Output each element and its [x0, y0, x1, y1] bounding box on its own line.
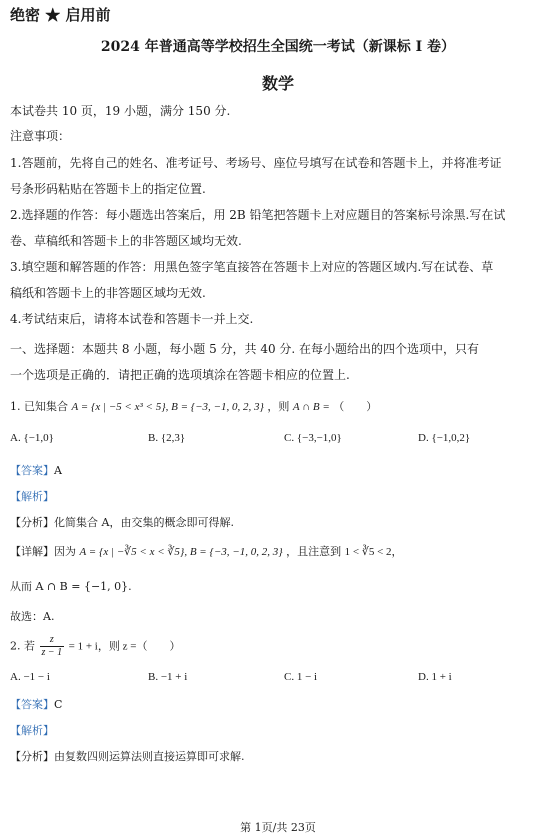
answer-tag: 【答案】	[10, 464, 54, 477]
xiangjie-math: A = {x | −∛5 < x < ∛5}, B = {−3, −1, 0, 2, 3}	[79, 546, 283, 558]
question-1-option-c: C. {−3,−1,0}	[284, 432, 342, 444]
answer-value: C	[54, 698, 63, 711]
question-1-stem	[10, 398, 377, 414]
subject-title: 数学	[261, 74, 294, 93]
question-1-fenxi	[10, 514, 234, 530]
fenxi-text: 化简集合 A，由交集的概念即可得解.	[54, 516, 234, 529]
fraction-denominator: z − 1	[41, 647, 63, 658]
page-number: 第 1页/共 23页	[240, 821, 316, 834]
question-1-xiangjie	[10, 543, 403, 559]
question-2-option-d: D. 1 + i	[418, 671, 452, 683]
question-2-option-b: B. −1 + i	[148, 671, 188, 683]
notice-2-line-2: 卷、草稿纸和答题卡上的非答题区域均无效.	[10, 234, 242, 248]
xiangjie-tag: 【详解】	[10, 545, 54, 558]
question-1-option-b: B. {2,3}	[148, 432, 186, 444]
notice-1-line-2: 号条形码粘贴在答题卡上的指定位置.	[10, 182, 206, 196]
notice-3-line-2: 稿纸和答题卡上的非答题区域均无效.	[10, 286, 206, 300]
question-2-option-a: A. −1 − i	[10, 671, 50, 683]
answer-tag: 【答案】	[10, 698, 54, 711]
question-2-fraction	[40, 634, 65, 659]
section1-line-1: 一、选择题：本题共 8 小题，每小题 5 分，共 40 分. 在每小题给出的四个选项中，只有	[10, 342, 480, 356]
notice-2-line-1: 2.选择题的作答：每小题选出答案后，用 2B 铅笔把答题卡上对应题目的答案标号涂黑.写在试	[10, 208, 506, 222]
question-2-stem	[10, 634, 180, 659]
exam-summary: 本试卷共 10 页，19 小题，满分 150 分.	[10, 104, 231, 118]
xiangjie-ineq: 1 < ∛5 < 2	[344, 546, 392, 558]
fenxi-tag: 【分析】	[10, 750, 54, 763]
question-2-option-c: C. 1 − i	[284, 671, 318, 683]
question-1-mid: ，则	[267, 400, 290, 413]
xiangjie-mid: ，且注意到	[286, 545, 342, 558]
fenxi-text: 由复数四则运算法则直接运算即可求解.	[54, 750, 245, 763]
question-1-option-a: A. {−1,0}	[10, 432, 54, 444]
notice-3-line-1: 3.填空题和解答题的作答：用黑色签字笔直接答在答题卡上对应的答题区域内.写在试卷、草	[10, 260, 494, 274]
question-2-prefix: 2. 若	[10, 639, 35, 653]
confidential-mark: 绝密 ★ 启用前	[10, 6, 111, 24]
analysis-tag: 【解析】	[10, 724, 54, 737]
xiangjie-pre: 因为	[54, 545, 76, 558]
exam-title: 2024 年普通高等学校招生全国统一考试（新课标 I 卷）	[100, 39, 456, 55]
question-2-rhs: = 1 + i，则 z =（ ）	[68, 640, 181, 653]
question-2-fenxi	[10, 748, 245, 764]
question-1-blank: （ ）	[333, 400, 378, 413]
fraction-numerator: z	[40, 634, 65, 647]
answer-value: A	[54, 464, 62, 477]
fenxi-tag: 【分析】	[10, 516, 54, 529]
analysis-tag: 【解析】	[10, 490, 54, 503]
notice-heading: 注意事项：	[10, 129, 71, 143]
question-1-conclusion: 从而 A ∩ B = {−1, 0}.	[10, 580, 132, 593]
question-1-expr: A ∩ B =	[292, 401, 330, 413]
notice-1-line-1: 1.答题前，先将自己的姓名、准考证号、考场号、座位号填写在试卷和答题卡上，并将准考证	[10, 156, 502, 170]
notice-4-line-1: 4.考试结束后，请将本试卷和答题卡一并上交.	[10, 312, 254, 326]
question-1-prefix: 1. 已知集合	[10, 400, 68, 413]
question-1-choice: 故选：A.	[10, 610, 55, 623]
question-2-answer	[10, 696, 62, 712]
xiangjie-end: ，	[391, 545, 403, 558]
section1-line-2: 一个选项是正确的．请把正确的选项填涂在答题卡相应的位置上.	[10, 368, 350, 382]
question-1-answer	[10, 462, 62, 478]
question-1-sets: A = {x | −5 < x³ < 5}, B = {−3, −1, 0, 2, 3}	[71, 401, 264, 413]
question-1-option-d: D. {−1,0,2}	[418, 432, 471, 444]
